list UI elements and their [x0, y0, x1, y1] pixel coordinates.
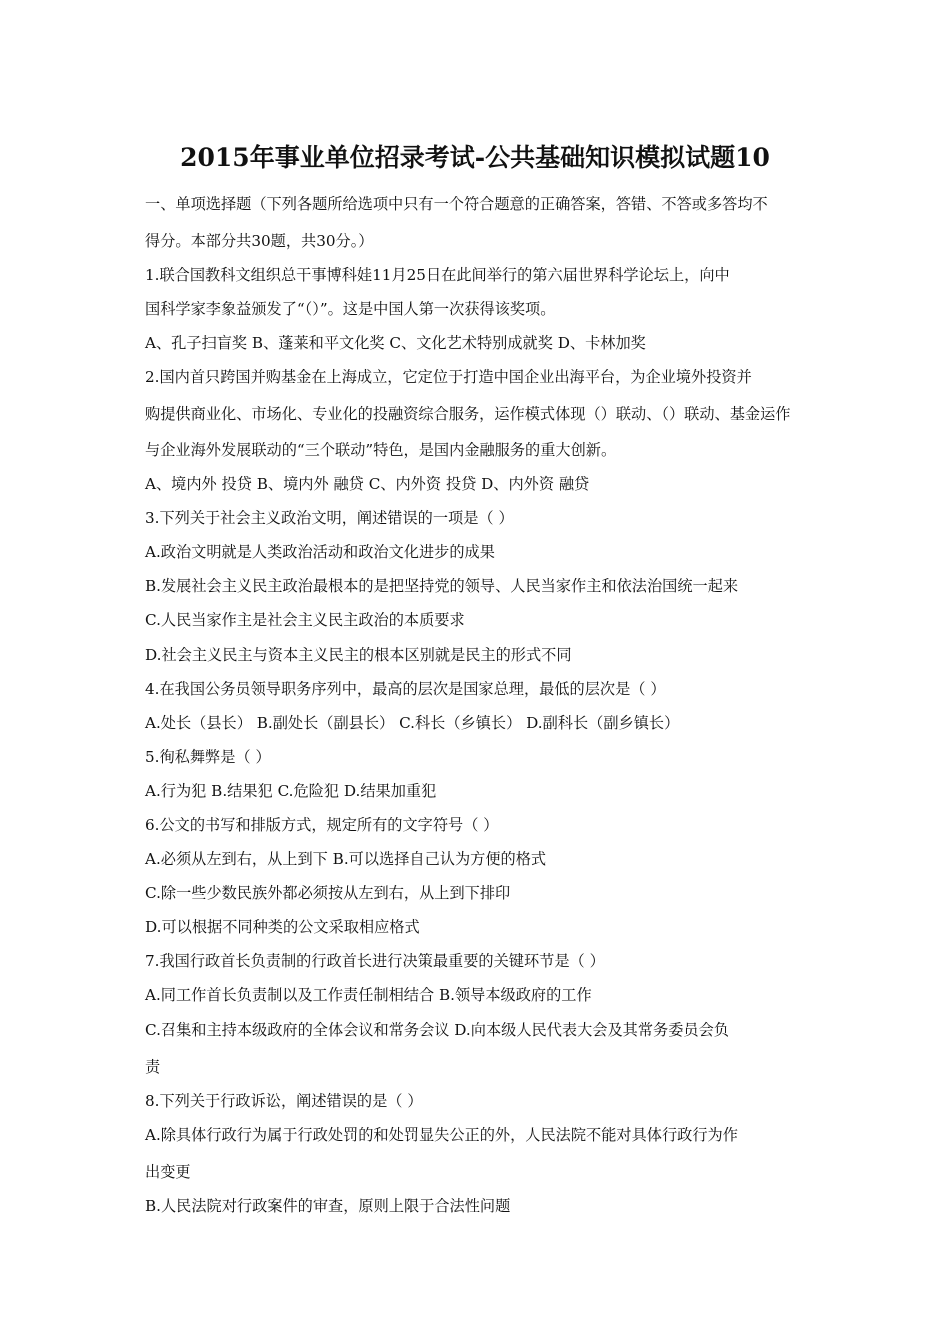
text-line: A、境内外 投贷 B、境内外 融贷 C、内外资 投贷 D、内外资 融贷	[145, 475, 590, 493]
text-line: A、孔子扫盲奖 B、蓬莱和平文化奖 C、文化艺术特别成就奖 D、卡林加奖	[145, 334, 646, 352]
text-line: A.必须从左到右，从上到下 B.可以选择自己认为方便的格式	[145, 850, 547, 868]
text-line: 与企业海外发展联动的“三个联动”特色，是国内金融服务的重大创新。	[145, 441, 617, 459]
text-line: C.除一些少数民族外都必须按从左到右，从上到下排印	[145, 884, 511, 902]
text-line: C.召集和主持本级政府的全体会议和常务会议 D.向本级人民代表大会及其常务委员会负	[145, 1021, 729, 1039]
text-line: 4.在我国公务员领导职务序列中，最高的层次是国家总理，最低的层次是（ ）	[145, 680, 666, 698]
text-line: A.同工作首长负责制以及工作责任制相结合 B.领导本级政府的工作	[145, 986, 592, 1004]
text-line: 5.徇私舞弊是（ ）	[145, 748, 271, 766]
text-line: B.人民法院对行政案件的审查，原则上限于合法性问题	[145, 1197, 511, 1215]
text-line: A.除具体行政行为属于行政处罚的和处罚显失公正的外，人民法院不能对具体行政行为作	[145, 1126, 738, 1144]
text-line: 国科学家李象益颁发了“（）”。这是中国人第一次获得该奖项。	[145, 300, 556, 318]
text-line: 2.国内首只跨国并购基金在上海成立，它定位于打造中国企业出海平台，为企业境外投资并	[145, 368, 752, 386]
text-line: A.政治文明就是人类政治活动和政治文化进步的成果	[145, 543, 495, 561]
document-title: 2015年事业单位招录考试-公共基础知识模拟试题10	[180, 143, 770, 172]
text-line: A.行为犯 B.结果犯 C.危险犯 D.结果加重犯	[145, 782, 437, 800]
text-line: 责	[145, 1058, 161, 1076]
text-line: A.处长（县长） B.副处长（副县长） C.科长（乡镇长） D.副科长（副乡镇长）	[145, 714, 680, 732]
text-line: D.社会主义民主与资本主义民主的根本区别就是民主的形式不同	[145, 646, 572, 664]
text-line: 8.下列关于行政诉讼，阐述错误的是（ ）	[145, 1092, 423, 1110]
text-line: D.可以根据不同种类的公文采取相应格式	[145, 918, 420, 936]
text-line: 3.下列关于社会主义政治文明，阐述错误的一项是（ ）	[145, 509, 514, 527]
text-line: B.发展社会主义民主政治最根本的是把坚持党的领导、人民当家作主和依法治国统一起来	[145, 577, 739, 595]
text-line: 得分。本部分共30题，共30分。）	[145, 232, 374, 250]
text-line: 6.公文的书写和排版方式，规定所有的文字符号（ ）	[145, 816, 499, 834]
text-line: C.人民当家作主是社会主义民主政治的本质要求	[145, 611, 465, 629]
text-line: 购提供商业化、市场化、专业化的投融资综合服务，运作模式体现（）联动、（）联动、基金运作	[145, 405, 791, 423]
text-line: 7.我国行政首长负责制的行政首长进行决策最重要的关键环节是（ ）	[145, 952, 605, 970]
text-line: 出变更	[145, 1163, 191, 1181]
text-line: 一、单项选择题（下列各题所给选项中只有一个符合题意的正确答案，答错、不答或多答均不	[145, 195, 768, 213]
text-line: 1.联合国教科文组织总干事博科娃11月25日在此间举行的第六届世界科学论坛上，向中	[145, 266, 730, 284]
